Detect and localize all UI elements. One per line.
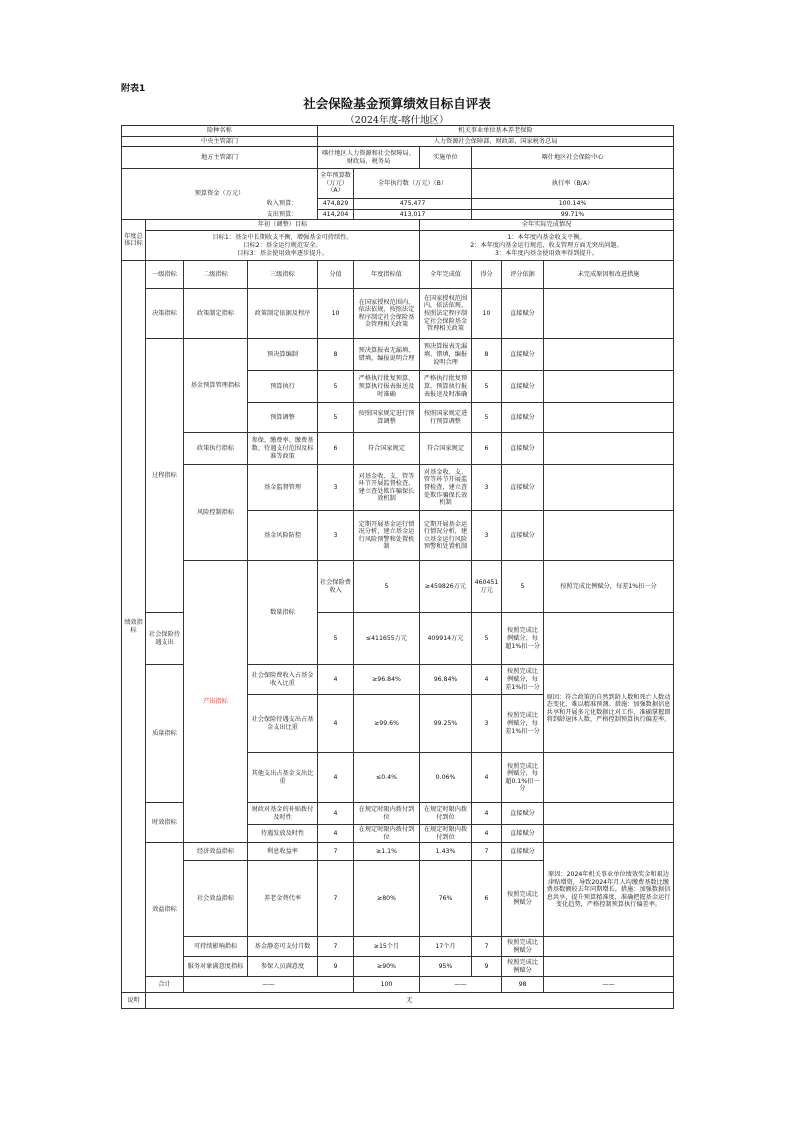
target: 在国家授权范围内，依法依规、按照法定程序制定社会保险基金管理相关政策 [354,289,420,339]
reason [544,339,674,371]
reason: 原因：符合政策的自然到龄人数和死亡人数动态变化，难以精准预测。措施：加强数据信息共享和开展多元化数据比对工作，准确掌握即将到龄退休人数，严格控制预算执行偏差率。 [544,665,674,753]
level2-satisfaction: 服务对象满意度指标 [184,957,248,977]
weight: 4 [318,695,354,753]
weight: 5 [354,561,420,613]
info-row-central-dept [122,136,674,147]
perf-row [122,957,674,977]
level3-name: 预算执行 [248,371,318,403]
weight: 9 [318,957,354,977]
level3-name: 待遇发放及时性 [248,825,318,843]
actual: 对基金收、支、管等环节开展监督检查，建立查处欺诈骗保长效机制 [420,465,472,511]
target: 严格执行批复预算，预算执行报表报送及时准确 [354,371,420,403]
actual: 预决算报表无漏填、错填，编报说明合理 [420,339,472,371]
weight: 5 [318,613,354,665]
col-actual: 全年完成值 [420,261,472,289]
weight: 7 [318,937,354,957]
actual: 99.25% [420,695,472,753]
level2-budget-mgmt: 基金预算管理指标 [184,339,248,433]
basis: 按照完成比例赋分 [502,861,544,937]
weight: 4 [318,753,354,803]
goal-actual-item: 2：本年度内基金运行规范，收支管理方面无突出问题。 [470,241,623,249]
score: 7 [472,843,502,861]
basis: 按照完成比例赋分，每差1%扣一分 [502,665,544,695]
level3-name: 政策制定依据及程序 [248,289,318,339]
score: 5 [472,403,502,433]
actual: 在国家授权范围内，依法依规、按照法定程序制定社会保险基金管理相关政策 [420,289,472,339]
col-reason: 未完成原因和改进措施 [544,261,674,289]
score: 6 [472,861,502,937]
actual: 1.43% [420,843,472,861]
reason [544,957,674,977]
level3-name: 基金风险防控 [248,511,318,561]
actual: 定期开展基金运行情况分析，建立基金运行风险预警和处置机制 [420,511,472,561]
expense-budget-label: 支出预算： [266,210,298,218]
level2-economic: 经济效益指标 [184,843,248,861]
perf-row [122,465,674,511]
weight: 5 [318,371,354,403]
col-weight: 分值 [318,261,354,289]
page-subtitle: （2024年度-喀什地区） [345,115,449,126]
level3-name: 利息收益率 [248,843,318,861]
level3-name: 参保人员满意度 [248,957,318,977]
basis: 按照完成比例赋分 [502,937,544,957]
actual: 按照国家规定进行预算调整 [420,403,472,433]
info-row-local-dept [122,147,674,169]
actual: 0.06% [420,753,472,803]
basis: 按照完成比例赋分，每超0.1%扣一分 [502,753,544,803]
total-dash-2: —— [420,977,502,993]
level1-decision: 决策指标 [146,289,184,339]
expense-budget-a [266,209,354,220]
perf-section-label: 绩效指标 [122,261,146,993]
total-score: 98 [502,977,544,993]
basis: 直接赋分 [502,825,544,843]
perf-row [122,289,674,339]
target: ≤411655万元 [354,613,420,665]
goals-content-row [122,231,674,261]
target: ≥99.6% [354,695,420,753]
target: 对基金收、支、管等环节开展监督检查，建立查处欺诈骗保长效机制 [354,465,420,511]
target: ≥1.1% [354,843,420,861]
level3-name: 养老金替代率 [248,861,318,937]
performance-table [121,125,674,1009]
income-budget-a [266,199,354,210]
total-weight: 100 [354,977,420,993]
reason [544,371,674,403]
basis: 直接赋分 [502,403,544,433]
level3-name: 财政对基金的补贴拨付及时性 [248,803,318,825]
budget-col-a: 全年预算数（万元）（A） [318,169,354,199]
score: 4 [472,825,502,843]
perf-row [122,843,674,861]
income-budget-b: 475,477 [354,199,472,210]
score: 3 [472,511,502,561]
basis: 直接赋分 [502,511,544,561]
goals-initial-list [146,231,420,261]
perf-row [122,433,674,465]
reason [544,937,674,957]
actual: 在规定时限内拨付到位 [420,825,472,843]
weight: 3 [318,465,354,511]
level3-name: 社会保险待遇支出占基金支出比重 [248,695,318,753]
level2-timeliness: 时效指标 [146,803,184,843]
total-label: 合计 [146,977,184,993]
income-budget-rate: 100.14% [472,199,674,210]
goals-header-row [122,220,674,231]
basis: 直接赋分 [502,843,544,861]
goal-actual-item: 1：本年度内基金收支平衡。 [507,234,586,242]
goals-actual-list [420,231,674,261]
reason [544,403,674,433]
reason [544,465,674,511]
target: 在规定时限内拨付到位 [354,803,420,825]
reason: 原因：2024年机关事业单位绩效奖金和艰边津贴增资，导致2024年月人均缴费基数比缴费基数额较去年同期增长。措施：加强数据信息共享，提升预算精准度，准确把握基金运行变化趋势，严格控制预算执行偏差率。 [544,843,674,937]
level2-policy: 政策制定指标 [184,289,248,339]
target: 预决算报表无漏填、错填，编报说明合理 [354,339,420,371]
goals-initial-header: 年初（调整）目标 [146,220,420,231]
fund-type-value: 机关事业单位基本养老保险 [318,126,674,137]
col-score: 得分 [472,261,502,289]
score: 5 [472,613,502,665]
col-level2: 二级指标 [184,261,248,289]
budget-label: 预算资金（万元） [122,169,318,220]
actual: 17个月 [420,937,472,957]
level1-effect: 效益指标 [146,843,184,977]
col-basis: 评分依据 [502,261,544,289]
target: ≥15个月 [354,937,420,957]
income-budget-a-value: 474,829 [322,200,349,208]
perf-row [122,937,674,957]
basis: 按照完成比例赋分 [502,957,544,977]
expense-budget-rate: 99.71% [472,209,674,220]
reason [544,289,674,339]
reason [544,511,674,561]
level2-social: 社会效益指标 [184,861,248,937]
level2-quantity: 数量指标 [248,561,318,665]
target: ≥459826万元 [420,561,472,613]
actual: 96.84% [420,665,472,695]
actual: 在规定时限内拨付到位 [420,803,472,825]
attachment-label: 附表1 [121,84,146,94]
weight: 6 [318,433,354,465]
level3-name: 参保、缴费率、缴费基数、待遇支付范围及标准等政策 [248,433,318,465]
col-level3: 三级指标 [248,261,318,289]
weight: 7 [318,843,354,861]
level2-policy-exec: 政策执行指标 [184,433,248,465]
weight: 5 [318,403,354,433]
local-dept-value: 喀什地区人力资源和社会保障局、财政局、税务局 [318,147,420,169]
score: 4 [472,665,502,695]
reason [544,825,674,843]
budget-col-b: 全年执行数（万元）（B） [354,169,472,199]
page-title: 社会保险基金预算绩效目标自评表 [303,96,491,111]
total-dash-3: —— [544,977,674,993]
expense-budget-b: 413,017 [354,209,472,220]
col-level1: 一级指标 [146,261,184,289]
target: 在规定时限内拨付到位 [354,825,420,843]
central-dept-value: 人力资源社会保障部、财政部、国家税务总局 [318,136,674,147]
level1-output: 产出指标 [184,561,248,843]
total-dash-1: —— [184,977,354,993]
score: 4 [472,803,502,825]
goal-initial-item: 目标3：基金使用效率逐步提升。 [237,249,328,257]
basis: 直接赋分 [502,433,544,465]
info-row-fund-type [122,126,674,137]
score: 7 [472,937,502,957]
impl-unit-value: 喀什地区社会保险中心 [472,147,674,169]
level3-name: 社会保险待遇支出 [146,613,184,665]
budget-col-rate: 执行率（B/A） [472,169,674,199]
level3-name: 基金静态可支付月数 [248,937,318,957]
target: ≥80% [354,861,420,937]
actual: 严格执行批复预算，预算执行报表报送及时准确 [420,371,472,403]
score: 5 [472,371,502,403]
level1-process: 过程指标 [146,339,184,613]
actual: 460451万元 [472,561,502,613]
weight: 4 [318,803,354,825]
local-dept-label: 地方主管部门 [122,147,318,169]
target: ≤0.4% [354,753,420,803]
basis: 直接赋分 [502,465,544,511]
level2-sustain: 可持续影响指标 [184,937,248,957]
perf-row [122,339,674,371]
goal-initial-item: 目标1：基金中长期收支平衡，增强基金可持续性。 [212,234,353,242]
level3-name: 基金监督管理 [248,465,318,511]
score: 5 [502,561,544,613]
central-dept-label: 中央主管部门 [122,136,318,147]
basis: 直接赋分 [502,803,544,825]
level3-name: 社会保险费收入 [318,561,354,613]
basis: 按照完成比例赋分，每差1%扣一分 [544,561,674,613]
weight: 3 [318,511,354,561]
target: 定期开展基金运行情况分析，建立基金运行风险预警和处置机制 [354,511,420,561]
reason [544,753,674,803]
reason [544,803,674,825]
score: 10 [472,289,502,339]
basis: 直接赋分 [502,371,544,403]
goal-actual-item: 3：本年度内基金使用效率得到提升。 [495,249,598,257]
level3-name: 预决算编制 [248,339,318,371]
note-label: 说明 [122,993,146,1009]
goals-section-label: 年度总体目标 [122,220,146,261]
basis: 按照完成比例赋分，每超1%扣一分 [502,613,544,665]
note-value: 无 [146,993,674,1009]
level3-name: 预算调整 [248,403,318,433]
impl-unit-label: 实施单位 [420,147,472,169]
level3-name: 社会保险费收入占基金收入比重 [248,665,318,695]
actual: 符合国家规定 [420,433,472,465]
basis: 直接赋分 [502,339,544,371]
actual: 76% [420,861,472,937]
weight: 4 [318,665,354,695]
weight: 8 [318,339,354,371]
score: 6 [472,433,502,465]
actual: 409914万元 [420,613,472,665]
basis: 按照完成比例赋分，每差1%扣一分 [502,695,544,753]
goals-actual-header: 全年实际完成情况 [420,220,674,231]
fund-type-label: 险种名称 [122,126,318,137]
goal-initial-item: 目标2：基金运行规范安全。 [243,241,322,249]
note-row [122,993,674,1009]
score: 8 [472,339,502,371]
income-budget-label: 收入预算： [266,200,298,208]
score: 3 [472,465,502,511]
perf-row [122,561,674,613]
score: 3 [472,695,502,753]
target: 符合国家规定 [354,433,420,465]
level3-name: 其他支出占基金支出比重 [248,753,318,803]
weight: 10 [318,289,354,339]
actual: 95% [420,957,472,977]
weight: 7 [318,861,354,937]
score: 9 [472,957,502,977]
basis: 直接赋分 [502,289,544,339]
level2-risk: 风险控制指标 [184,465,248,561]
budget-header-row [122,169,674,199]
target: ≥90% [354,957,420,977]
level2-quality: 质量指标 [146,665,184,803]
score: 4 [472,753,502,803]
target: ≥96.84% [354,665,420,695]
col-target: 年度指标值 [354,261,420,289]
reason [544,433,674,465]
weight: 4 [318,825,354,843]
reason [544,613,674,665]
target: 按照国家规定进行预算调整 [354,403,420,433]
perf-header-row [122,261,674,289]
total-row [122,977,674,993]
expense-budget-a-value: 414,204 [322,210,349,218]
